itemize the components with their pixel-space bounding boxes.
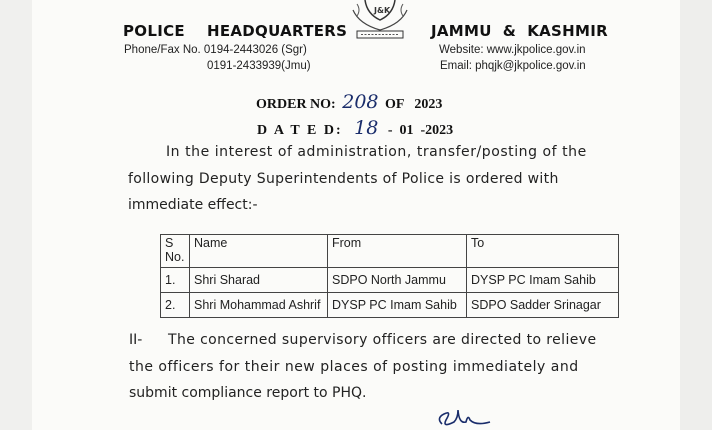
header-police: POLICE — [123, 22, 185, 40]
page-margin-right — [680, 0, 712, 430]
header-to: To — [467, 235, 619, 268]
page-margin-left — [0, 0, 32, 430]
jk-police-emblem-icon — [345, 0, 415, 42]
order-of-label: OF — [385, 97, 404, 112]
order-label: ORDER NO: — [256, 97, 336, 112]
header-serial-no: S No. — [161, 235, 190, 268]
row-name: Shri Sharad — [190, 268, 328, 293]
signature-icon — [432, 404, 502, 430]
order-number-line — [256, 91, 442, 113]
table-row — [161, 268, 619, 293]
order-number-handwritten: 208 — [342, 91, 379, 113]
row-serial: 1. — [161, 268, 190, 293]
row-to: SDPO Sadder Srinagar — [467, 293, 619, 318]
intro-line-3: immediate effect:- — [128, 197, 258, 213]
clause-number: II- — [129, 332, 143, 348]
order-year: 2023 — [414, 97, 443, 112]
email-line: Email: phqjk@jkpolice.gov.in — [440, 60, 586, 72]
header-headquarters: HEADQUARTERS — [207, 22, 348, 40]
table-header-row — [161, 235, 619, 268]
dated-line — [257, 117, 453, 139]
intro-line-1: In the interest of administration, transfer/posting of the — [166, 144, 587, 160]
table-row — [161, 293, 619, 318]
row-name: Shri Mohammad Ashrif — [190, 293, 328, 318]
row-serial: 2. — [161, 293, 190, 318]
svg-text:J&K: J&K — [374, 6, 391, 15]
header-name: Name — [190, 235, 328, 268]
dated-label: D A T E D: — [257, 123, 343, 138]
clause-line-1: The concerned supervisory officers are directed to relieve — [168, 332, 597, 348]
row-from: DYSP PC Imam Sahib — [328, 293, 467, 318]
transfer-table — [160, 234, 619, 318]
clause-line-3: submit compliance report to PHQ. — [129, 385, 367, 401]
row-to: DYSP PC Imam Sahib — [467, 268, 619, 293]
website-line: Website: www.jkpolice.gov.in — [439, 44, 586, 56]
dated-month-year: - 01 -2023 — [387, 123, 454, 138]
dated-day-handwritten: 18 — [354, 117, 379, 139]
phone-fax-jammu: 0191-2433939(Jmu) — [207, 60, 311, 72]
phone-fax-srinagar: Phone/Fax No. 0194-2443026 (Sgr) — [124, 44, 307, 56]
clause-line-2: the officers for their new places of posting immediately and — [129, 359, 579, 375]
header-from: From — [328, 235, 467, 268]
row-from: SDPO North Jammu — [328, 268, 467, 293]
header-jammu-kashmir: JAMMU & KASHMIR — [431, 22, 608, 40]
intro-line-2: following Deputy Superintendents of Police is ordered with — [128, 171, 559, 187]
